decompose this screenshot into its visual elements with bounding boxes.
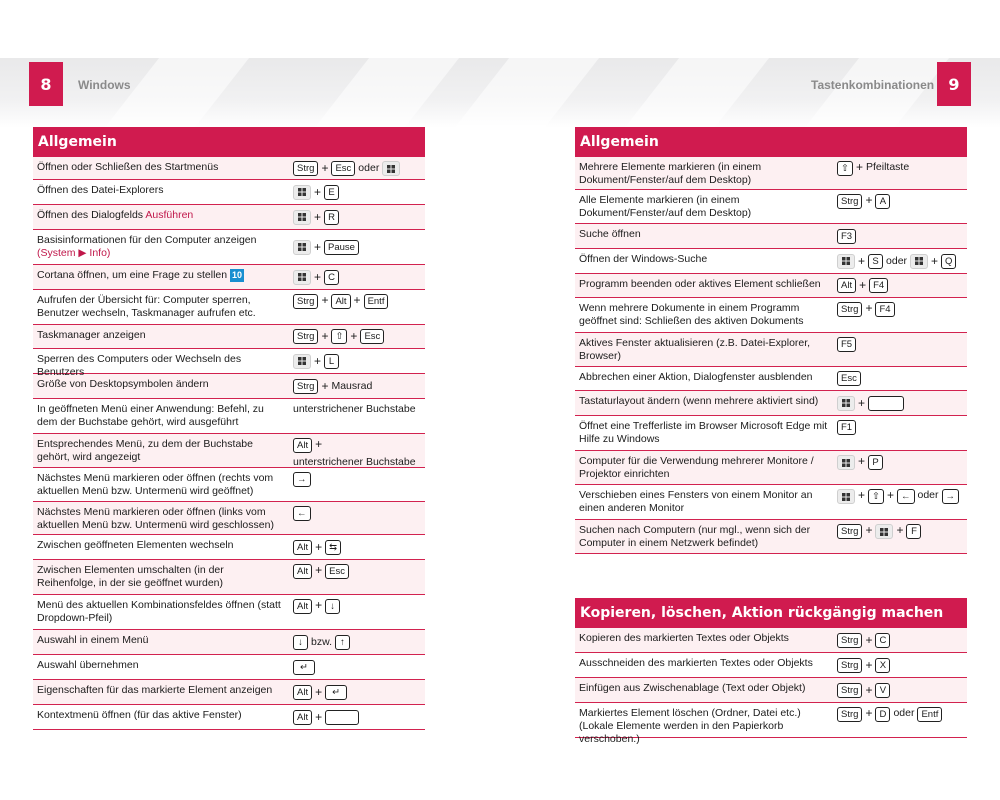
or-word: oder xyxy=(893,707,915,719)
spacebar-key-icon xyxy=(325,710,359,725)
plus-sign: + xyxy=(865,523,873,537)
c-key: C xyxy=(875,633,890,648)
shortcut-keys xyxy=(289,630,425,654)
section-title: Allgemein xyxy=(33,127,425,157)
shortcut-keys xyxy=(289,374,425,398)
shortcut-description: Größe von Desktopsymbolen ändern xyxy=(37,378,209,390)
plus-sign: + xyxy=(314,184,322,199)
windows-key-icon xyxy=(837,455,855,470)
plus-sign: + xyxy=(353,293,361,307)
esc-key: Esc xyxy=(325,564,349,579)
shortcut-description: Eigenschaften für das markierte Element anzeigen xyxy=(37,684,273,696)
shortcut-description: Taskmanager anzeigen xyxy=(37,329,146,341)
page-header-background xyxy=(0,58,1000,128)
underlined-letter-text: unterstrichener Buchstabe xyxy=(293,456,416,468)
table-row xyxy=(33,705,425,730)
a-key: A xyxy=(875,194,890,209)
shortcut-keys xyxy=(289,434,425,467)
or-word: oder xyxy=(886,254,908,267)
plus-sign: + xyxy=(314,239,322,254)
right-page-label: Tastenkombinationen xyxy=(811,78,935,92)
table-row xyxy=(33,595,425,630)
table-row xyxy=(33,374,425,399)
l-key: L xyxy=(324,354,339,369)
table-row xyxy=(575,703,967,745)
shortcut-keys xyxy=(289,535,425,559)
shortcut-keys xyxy=(289,560,425,594)
shortcut-keys xyxy=(289,265,425,289)
strg-key: Strg xyxy=(837,658,862,673)
shortcut-keys xyxy=(289,502,425,534)
left-general-table xyxy=(33,127,425,730)
table-row xyxy=(575,249,967,274)
shortcut-description: Öffnet eine Trefferliste im Browser Microsoft Edge mit Hilfe zu Windows xyxy=(579,420,828,445)
shortcut-description: Auswahl übernehmen xyxy=(37,659,139,671)
windows-key-icon xyxy=(293,354,311,369)
system-info-path: (System ▶ Info) xyxy=(37,247,111,259)
or-word: oder xyxy=(358,162,380,174)
plus-sign: + xyxy=(931,253,939,268)
table-row xyxy=(33,180,425,205)
f3-key: F3 xyxy=(837,229,856,244)
shortcut-description: Aufrufen der Übersicht für: Computer sperren, Benutzer wechseln, Taskmanager aufrufen etc. xyxy=(37,294,256,319)
shortcut-description: Markiertes Element löschen (Ordner, Datei etc.) (Lokale Elemente werden in den Papierkorb verschoben.) xyxy=(579,707,801,745)
plus-sign: + xyxy=(858,488,866,502)
shortcut-keys xyxy=(833,703,967,737)
plus-sign: + xyxy=(865,682,873,697)
strg-key: Strg xyxy=(837,524,862,539)
windows-key-icon xyxy=(837,396,855,411)
strg-key: Strg xyxy=(293,329,318,344)
esc-key: Esc xyxy=(360,329,384,344)
shortcut-description: Aktives Fenster aktualisieren (z.B. Datei-Explorer, Browser) xyxy=(579,337,811,362)
plus-sign: + xyxy=(865,657,873,672)
table-row xyxy=(33,399,425,434)
plus-sign: + xyxy=(858,395,866,410)
shortcut-description: Wenn mehrere Dokumente in einem Programm geöffnet sind: Schließen des aktiven Dokuments xyxy=(579,302,804,327)
table-row xyxy=(575,224,967,249)
shortcut-keys xyxy=(289,230,425,264)
shortcut-description: Cortana öffnen, um eine Frage zu stellen 10 xyxy=(37,269,243,281)
shortcut-description: Menü des aktuellen Kombinationsfeldes öffnen (statt Dropdown-Pfeil) xyxy=(37,599,281,624)
table-row xyxy=(33,535,425,560)
shortcut-description: Öffnen des Dialogfelds Ausführen xyxy=(37,209,194,221)
plus-sign: + xyxy=(321,329,329,343)
esc-key: Esc xyxy=(331,161,355,176)
plus-sign: + xyxy=(321,161,329,175)
shortcut-description: Öffnen der Windows-Suche xyxy=(579,253,708,265)
table-row xyxy=(575,678,967,703)
table-row xyxy=(575,391,967,416)
shortcut-description: Entsprechendes Menü, zu dem der Buchstabe gehört, wird angezeigt xyxy=(37,438,253,463)
table-row xyxy=(575,367,967,391)
entf-key: Entf xyxy=(917,707,942,722)
arrow-right-key-icon: → xyxy=(293,472,311,487)
table-row xyxy=(33,230,425,265)
table-row xyxy=(575,298,967,333)
enter-key-icon: ↵ xyxy=(325,685,347,700)
plus-sign: + xyxy=(314,209,322,224)
shortcut-description: Programm beenden oder aktives Element schließen xyxy=(579,278,821,290)
table-row xyxy=(575,333,967,367)
mouse-wheel-text: Mausrad xyxy=(331,379,373,392)
table-row xyxy=(33,502,425,535)
shortcut-description: Verschieben eines Fensters von einem Monitor an einen anderen Monitor xyxy=(579,489,813,514)
table-row xyxy=(575,416,967,451)
f4-key: F4 xyxy=(875,302,894,317)
table-row xyxy=(575,485,967,520)
right-general-table xyxy=(575,127,967,554)
strg-key: Strg xyxy=(837,194,862,209)
alt-key: Alt xyxy=(293,540,312,555)
c-key: C xyxy=(324,270,339,285)
table-row xyxy=(33,205,425,230)
plus-sign: + xyxy=(865,193,873,207)
shortcut-description: Nächstes Menü markieren oder öffnen (rechts vom aktuellen Menü bzw. Untermenü wird geöffnet) xyxy=(37,472,274,497)
f-key: F xyxy=(906,524,921,539)
plus-sign: + xyxy=(314,269,322,284)
table-row xyxy=(33,655,425,680)
plus-sign: + xyxy=(865,706,873,720)
alt-key: Alt xyxy=(293,710,312,725)
section-title: Kopieren, löschen, Aktion rückgängig machen xyxy=(575,598,967,628)
shift-key-icon: ⇧ xyxy=(331,329,347,344)
shortcut-description: Nächstes Menü markieren oder öffnen (links vom aktuellen Menü bzw. Untermenü wird geschlossen) xyxy=(37,506,274,531)
windows-key-icon xyxy=(837,489,855,504)
plus-sign: + xyxy=(315,709,323,724)
table-row xyxy=(33,290,425,325)
shortcut-description: Sperren des Computers oder Wechseln des Benutzers xyxy=(37,353,242,378)
shortcut-keys xyxy=(833,298,967,332)
table-row xyxy=(575,157,967,190)
plus-sign: + xyxy=(855,160,863,174)
shortcut-description: Kopieren des markierten Textes oder Objekts xyxy=(579,632,789,644)
windows-key-icon xyxy=(875,524,893,539)
alt-key: Alt xyxy=(331,294,350,309)
plus-sign: + xyxy=(865,301,873,315)
shortcut-keys xyxy=(289,655,425,679)
windows-key-icon xyxy=(293,185,311,200)
strg-key: Strg xyxy=(293,379,318,394)
x-key: X xyxy=(875,658,890,673)
alt-key: Alt xyxy=(293,685,312,700)
strg-key: Strg xyxy=(837,683,862,698)
v-key: V xyxy=(875,683,890,698)
p-key: P xyxy=(868,455,883,470)
table-row xyxy=(33,349,425,378)
table-row xyxy=(575,520,967,554)
shortcut-description: Zwischen Elementen umschalten (in der Reihenfolge, in der sie geöffnet wurden) xyxy=(37,564,224,589)
shortcut-description: Tastaturlayout ändern (wenn mehrere aktiviert sind) xyxy=(579,395,819,407)
shortcut-keys xyxy=(289,680,425,704)
windows-key-icon xyxy=(293,210,311,225)
shortcut-description: Basisinformationen für den Computer anzeigen (System ▶ Info) xyxy=(37,234,257,259)
strg-key: Strg xyxy=(837,707,862,722)
arrow-left-key-icon: ← xyxy=(897,489,915,504)
arrow-down-key-icon: ↓ xyxy=(325,599,340,614)
r-key: R xyxy=(324,210,339,225)
shortcut-keys xyxy=(289,180,425,204)
arrow-key-text: Pfeiltaste xyxy=(865,161,910,173)
shift-key-icon: ⇧ xyxy=(868,489,884,504)
plus-sign: + xyxy=(315,437,323,451)
shortcut-description: Suchen nach Computern (nur mgl., wenn sich der Computer in einem Netzwerk befindet) xyxy=(579,524,811,549)
plus-sign: + xyxy=(350,329,358,343)
shortcut-description: Öffnen des Datei-Explorers xyxy=(37,184,164,196)
plus-sign: + xyxy=(315,563,323,577)
alt-key: Alt xyxy=(837,278,856,293)
shortcut-description: Mehrere Elemente markieren (in einem Dokument/Fenster/auf dem Desktop) xyxy=(579,161,762,186)
left-page-label: Windows xyxy=(78,78,131,92)
table-row xyxy=(33,157,425,180)
shortcut-keys xyxy=(289,705,425,729)
shortcut-description: Auswahl in einem Menü xyxy=(37,634,149,646)
shortcut-description: Einfügen aus Zwischenablage (Text oder Objekt) xyxy=(579,682,806,694)
f1-key: F1 xyxy=(837,420,856,435)
table-row xyxy=(575,628,967,653)
shortcut-keys xyxy=(833,333,967,366)
shortcut-keys xyxy=(833,451,967,484)
alt-key: Alt xyxy=(293,564,312,579)
shortcut-keys xyxy=(833,416,967,450)
table-row xyxy=(575,274,967,298)
shortcut-description: Computer für die Verwendung mehrerer Monitore / Projektor einrichten xyxy=(579,455,814,480)
table-row xyxy=(33,680,425,705)
table-row xyxy=(33,630,425,655)
shortcut-keys xyxy=(833,653,967,677)
shortcut-description: Alle Elemente markieren (in einem Dokument/Fenster/auf dem Desktop) xyxy=(579,194,752,219)
shortcut-description: Ausschneiden des markierten Textes oder Objekts xyxy=(579,657,813,669)
shortcut-description: Suche öffnen xyxy=(579,228,641,240)
table-row xyxy=(575,653,967,678)
shortcut-keys xyxy=(289,157,425,179)
shortcut-keys xyxy=(833,520,967,553)
windows-key-icon xyxy=(837,254,855,269)
shortcut-description: In geöffneten Menü einer Anwendung: Befehl, zu dem der Buchstabe gehört, wird ausgeführt xyxy=(37,403,264,428)
plus-sign: + xyxy=(886,488,894,502)
copy-delete-table xyxy=(575,598,967,745)
shortcut-keys xyxy=(833,157,967,189)
pause-key: Pause xyxy=(324,240,359,255)
plus-sign: + xyxy=(896,523,904,537)
arrow-left-key-icon: ← xyxy=(293,506,311,521)
shift-key-icon: ⇧ xyxy=(837,161,853,176)
spacebar-key-icon xyxy=(868,396,904,411)
d-key: D xyxy=(875,707,890,722)
shortcut-keys xyxy=(833,678,967,702)
windows-key-icon xyxy=(293,270,311,285)
shortcut-keys xyxy=(289,290,425,324)
table-row xyxy=(33,434,425,468)
e-key: E xyxy=(324,185,339,200)
underlined-letter-text: unterstrichener Buchstabe xyxy=(293,403,416,415)
shortcut-description: Abbrechen einer Aktion, Dialogfenster ausblenden xyxy=(579,371,813,383)
windows-key-icon xyxy=(382,161,400,176)
windows-10-badge: 10 xyxy=(232,270,243,280)
table-row xyxy=(33,265,425,290)
plus-sign: + xyxy=(314,353,322,368)
shortcut-keys xyxy=(289,349,425,373)
plus-sign: + xyxy=(321,378,329,393)
right-page-number: 9 xyxy=(937,62,971,106)
alt-key: Alt xyxy=(293,438,312,453)
alt-key: Alt xyxy=(293,599,312,614)
plus-sign: + xyxy=(315,539,323,554)
table-row xyxy=(575,451,967,485)
shortcut-keys xyxy=(289,595,425,629)
arrow-right-key-icon: → xyxy=(942,489,960,504)
f5-key: F5 xyxy=(837,337,856,352)
section-title: Allgemein xyxy=(575,127,967,157)
table-row xyxy=(33,468,425,502)
f4-key: F4 xyxy=(869,278,888,293)
table-row xyxy=(575,190,967,224)
esc-key: Esc xyxy=(837,371,861,386)
arrow-up-key-icon: ↑ xyxy=(335,635,350,650)
plus-sign: + xyxy=(858,253,866,268)
plus-sign: + xyxy=(858,454,866,468)
table-row xyxy=(33,325,425,349)
shortcut-description: Kontextmenü öffnen (für das aktive Fenster) xyxy=(37,709,242,721)
shortcut-keys xyxy=(289,205,425,229)
or-word: oder xyxy=(917,489,939,501)
shortcut-keys xyxy=(833,485,967,519)
shortcut-keys xyxy=(289,325,425,348)
strg-key: Strg xyxy=(837,633,862,648)
table-row xyxy=(33,560,425,595)
run-dialog-highlight: Ausführen xyxy=(145,209,194,221)
enter-key-icon: ↵ xyxy=(293,660,315,675)
shortcut-description: Zwischen geöffneten Elementen wechseln xyxy=(37,539,234,551)
plus-sign: + xyxy=(859,278,867,292)
shortcut-description: Öffnen oder Schließen des Startmenüs xyxy=(37,161,219,173)
shortcut-keys xyxy=(833,391,967,415)
strg-key: Strg xyxy=(837,302,862,317)
plus-sign: + xyxy=(315,598,323,612)
shortcut-keys xyxy=(833,190,967,223)
shortcut-keys xyxy=(833,224,967,248)
shortcut-keys xyxy=(289,399,425,433)
windows-key-icon xyxy=(293,240,311,255)
tab-key-icon: ⇆ xyxy=(325,540,341,555)
s-key: S xyxy=(868,254,883,269)
shortcut-keys xyxy=(833,249,967,273)
shortcut-keys xyxy=(833,628,967,652)
or-word: bzw. xyxy=(311,635,333,648)
shortcut-keys xyxy=(833,274,967,297)
strg-key: Strg xyxy=(293,161,318,176)
plus-sign: + xyxy=(865,632,873,647)
arrow-down-key-icon: ↓ xyxy=(293,635,308,650)
left-page-number: 8 xyxy=(29,62,63,106)
shortcut-keys xyxy=(289,468,425,501)
plus-sign: + xyxy=(321,293,329,307)
plus-sign: + xyxy=(315,684,323,699)
strg-key: Strg xyxy=(293,294,318,309)
shortcut-keys xyxy=(833,367,967,390)
windows-key-icon xyxy=(910,254,928,269)
q-key: Q xyxy=(941,254,956,269)
entf-key: Entf xyxy=(364,294,389,309)
